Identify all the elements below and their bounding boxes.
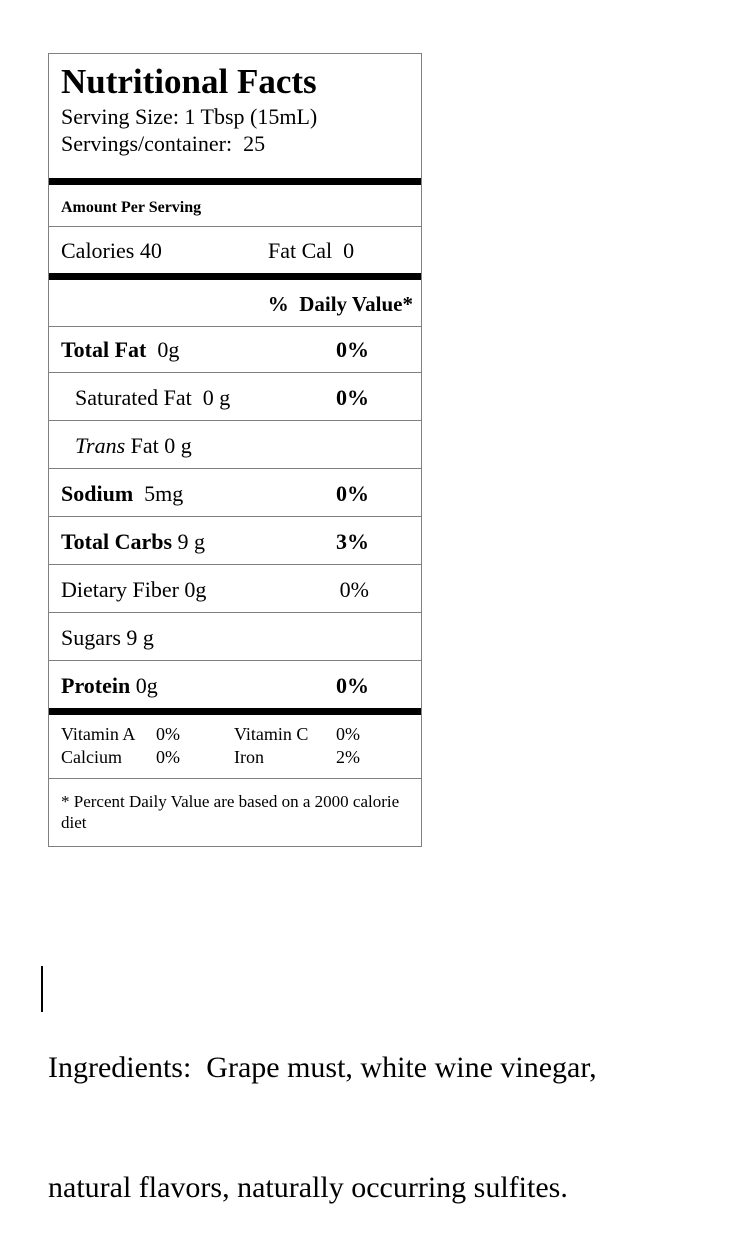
label-header bbox=[49, 54, 421, 178]
nutrient-label: Saturated Fat 0 g bbox=[75, 385, 231, 410]
thick-divider-protein bbox=[49, 708, 421, 715]
nutrient-label: Total Carbs 9 g bbox=[61, 529, 206, 554]
vitamin-a-label: Vitamin A bbox=[61, 724, 136, 744]
vitamins-grid bbox=[61, 724, 421, 767]
daily-value-header: % Daily Value* bbox=[49, 280, 421, 327]
nutrient-percent: 3% bbox=[336, 529, 369, 554]
vitamin-a-value: 0% bbox=[156, 724, 180, 744]
iron-value: 2% bbox=[336, 747, 360, 767]
ingredients-line2[interactable]: natural flavors, naturally occurring sulfites. bbox=[48, 1171, 568, 1204]
servings-per-container-text: Servings/container: 25 bbox=[61, 131, 266, 156]
nutrient-row-protein bbox=[49, 661, 421, 708]
nutrient-label: Sodium 5mg bbox=[61, 481, 184, 506]
text-cursor bbox=[41, 966, 43, 1012]
nutrient-row-trans-fat bbox=[49, 421, 421, 469]
nutrient-row-saturated-fat bbox=[49, 373, 421, 421]
fat-calories-value: Fat Cal 0 bbox=[268, 238, 355, 263]
nutrient-percent: 0% bbox=[339, 577, 369, 602]
iron-label: Iron bbox=[234, 747, 264, 767]
nutrition-facts-label bbox=[48, 53, 422, 847]
nutrient-percent: 0% bbox=[336, 673, 369, 698]
nutrient-label: Trans Fat 0 g bbox=[75, 433, 192, 458]
nutrient-row-total-fat bbox=[49, 327, 421, 373]
vitamin-c-value: 0% bbox=[336, 724, 360, 744]
nutrient-row-dietary-fiber bbox=[49, 565, 421, 613]
nutrient-label: Protein 0g bbox=[61, 673, 158, 698]
vitamin-c-label: Vitamin C bbox=[234, 724, 309, 744]
nutrient-percent: 0% bbox=[336, 337, 369, 362]
calcium-value: 0% bbox=[156, 747, 180, 767]
thick-divider-top bbox=[49, 178, 421, 185]
vitamins-section bbox=[49, 715, 421, 779]
amount-per-serving-heading: Amount Per Serving bbox=[49, 185, 421, 227]
nutrient-row-sugars bbox=[49, 613, 421, 661]
nutrient-percent: 0% bbox=[336, 481, 369, 506]
nutrient-label: Sugars 9 g bbox=[61, 625, 154, 650]
ingredients-paragraph[interactable] bbox=[48, 928, 718, 1248]
nutrient-label: Dietary Fiber 0g bbox=[61, 577, 207, 602]
thick-divider-calories bbox=[49, 273, 421, 280]
ingredients-line1[interactable]: Ingredients: Grape must, white wine vinegar, bbox=[48, 1051, 597, 1084]
nutrient-row-total-carbs bbox=[49, 517, 421, 565]
calories-row bbox=[49, 227, 421, 273]
nutrient-label: Total Fat 0g bbox=[61, 337, 180, 362]
calories-value: Calories 40 bbox=[61, 238, 162, 263]
serving-size-text: Serving Size: 1 Tbsp (15mL) bbox=[61, 104, 318, 129]
nutrient-row-sodium bbox=[49, 469, 421, 517]
daily-value-footnote: * Percent Daily Value are based on a 2000 calorie diet bbox=[61, 792, 400, 832]
nutrient-percent: 0% bbox=[336, 385, 369, 410]
calcium-label: Calcium bbox=[61, 747, 122, 767]
label-title: Nutritional Facts bbox=[61, 62, 317, 101]
